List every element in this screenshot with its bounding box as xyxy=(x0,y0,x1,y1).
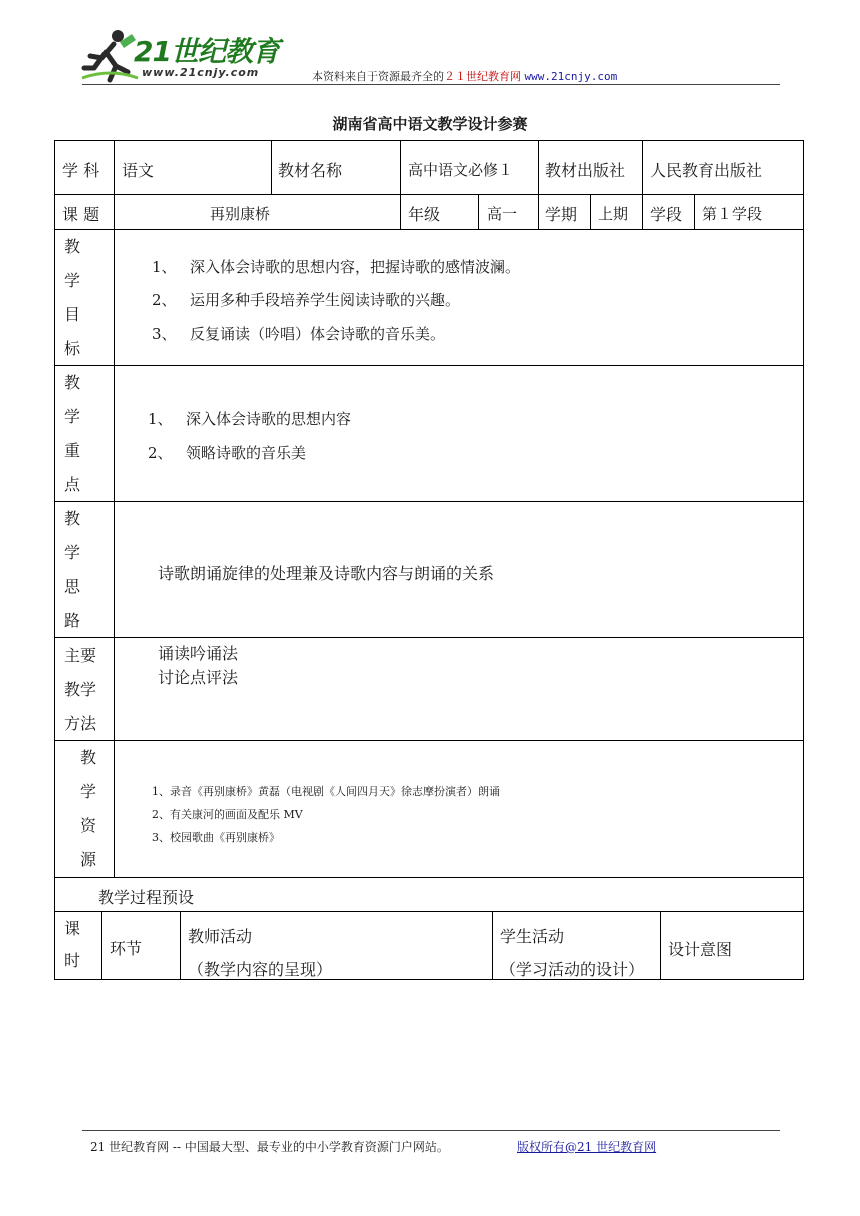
col-time-char: 课 xyxy=(63,919,80,938)
goals-label-char: 标 xyxy=(63,339,80,358)
grade-value: 高一 xyxy=(487,205,518,223)
focus-text: 深入体会诗歌的思想内容 xyxy=(186,410,352,428)
resources-label-char: 资 xyxy=(79,816,96,835)
focus-text: 领略诗歌的音乐美 xyxy=(186,444,307,462)
goal-item xyxy=(152,323,445,344)
col-student xyxy=(500,920,644,986)
stage-value: 第１学段 xyxy=(702,205,763,223)
header-note-url[interactable]: www.21cnjy.com xyxy=(524,70,618,83)
table-rule xyxy=(590,194,591,229)
focus-item xyxy=(148,442,306,463)
approach-label xyxy=(54,502,90,638)
header-note-prefix: 本资料来自于资源最齐全的 xyxy=(312,70,444,83)
table-rule xyxy=(54,979,804,980)
focus-label-char: 点 xyxy=(63,475,80,494)
focus-label-char: 学 xyxy=(63,407,80,426)
term-value: 上期 xyxy=(598,205,629,223)
table-rule xyxy=(492,911,493,979)
table-rule xyxy=(114,140,115,877)
goal-text: 深入体会诗歌的思想内容，把握诗歌的感情波澜。 xyxy=(190,258,521,276)
approach-label-char: 路 xyxy=(63,611,80,630)
table-rule xyxy=(54,911,804,912)
goal-number: 3、 xyxy=(152,325,177,343)
resource-item: 2、有关康河的画面及配乐 MV xyxy=(152,808,303,821)
resource-item: 3、校园歌曲《再别康桥》 xyxy=(152,831,280,844)
approach-label-char: 教 xyxy=(63,509,80,528)
goal-item xyxy=(152,256,520,277)
col-teacher-subtitle: （教学内容的呈现） xyxy=(188,960,333,979)
approach-text: 诗歌朗诵旋律的处理兼及诗歌内容与朗诵的关系 xyxy=(158,564,495,583)
table-rule xyxy=(54,229,804,230)
col-time xyxy=(54,913,90,977)
textbook-label: 教材名称 xyxy=(278,161,343,180)
table-rule xyxy=(180,911,181,979)
table-rule xyxy=(54,877,804,878)
col-teacher xyxy=(188,920,332,986)
resources-label-char: 学 xyxy=(79,782,96,801)
subject-value: 语文 xyxy=(122,161,155,180)
table-rule xyxy=(538,140,539,229)
footer-divider xyxy=(82,1130,780,1131)
goal-text: 反复诵读（吟唱）体会诗歌的音乐美。 xyxy=(190,325,446,343)
focus-number: 2、 xyxy=(148,444,173,462)
resources-label xyxy=(70,741,106,877)
table-rule xyxy=(660,911,661,979)
footer-text: 21 世纪教育网 -- 中国最大型、最专业的中小学教育资源门户网站。 xyxy=(90,1140,449,1154)
document-title: 湖南省高中语文教学设计参赛 xyxy=(332,115,528,133)
process-heading: 教学过程预设 xyxy=(98,888,195,907)
grade-label: 年级 xyxy=(408,205,441,224)
header-note-site[interactable]: ２１世纪教育网 xyxy=(444,70,521,83)
publisher-value: 人民教育出版社 xyxy=(650,161,763,180)
methods-label xyxy=(54,639,106,741)
approach-label-char: 思 xyxy=(63,577,80,596)
textbook-value: 高中语文必修１ xyxy=(408,161,514,179)
site-logo xyxy=(80,28,290,88)
subject-label: 学 科 xyxy=(62,161,100,180)
focus-number: 1、 xyxy=(148,410,173,428)
table-rule xyxy=(803,140,804,980)
logo-url: www.21cnjy.com xyxy=(142,66,260,79)
col-teacher-title: 教师活动 xyxy=(188,927,253,946)
resource-item: 1、录音《再别康桥》黄磊（电视剧《人间四月天》徐志摩扮演者）朗诵 xyxy=(152,785,500,798)
goal-number: 2、 xyxy=(152,291,177,309)
footer-copyright-link[interactable]: 版权所有@21 世纪教育网 xyxy=(517,1140,657,1154)
goals-label-char: 教 xyxy=(63,237,80,256)
method-item: 讨论点评法 xyxy=(158,668,239,687)
col-time-char: 时 xyxy=(63,951,80,970)
table-rule xyxy=(54,740,804,741)
header-divider xyxy=(82,84,780,85)
table-rule xyxy=(400,140,401,229)
table-rule xyxy=(694,194,695,229)
table-rule xyxy=(54,501,804,502)
focus-label-char: 重 xyxy=(63,441,80,460)
goal-item xyxy=(152,289,460,310)
stage-label: 学段 xyxy=(650,205,683,224)
col-stage: 环节 xyxy=(110,939,143,958)
table-rule xyxy=(54,365,804,366)
focus-label xyxy=(54,366,90,502)
table-rule xyxy=(54,194,804,195)
table-rule xyxy=(101,911,102,979)
focus-label-char: 教 xyxy=(63,373,80,392)
methods-list xyxy=(158,642,238,690)
method-item: 诵读吟诵法 xyxy=(158,644,239,663)
col-intent: 设计意图 xyxy=(668,940,733,959)
table-rule xyxy=(54,140,804,141)
logo-text: 21世纪教育 xyxy=(134,35,279,68)
goals-label-char: 学 xyxy=(63,271,80,290)
methods-label-line: 方法 xyxy=(63,714,96,733)
methods-label-line: 主要 xyxy=(63,646,96,665)
table-rule xyxy=(642,140,643,229)
topic-label: 课 题 xyxy=(62,205,100,224)
resources-label-char: 源 xyxy=(79,850,96,869)
runner-icon xyxy=(80,28,140,84)
goal-text: 运用多种手段培养学生阅读诗歌的兴趣。 xyxy=(190,291,461,309)
topic-value: 再别康桥 xyxy=(210,205,271,223)
header-note xyxy=(312,68,617,84)
goal-number: 1、 xyxy=(152,258,177,276)
table-rule xyxy=(478,194,479,229)
approach-label-char: 学 xyxy=(63,543,80,562)
resources-label-char: 教 xyxy=(79,748,96,767)
col-student-title: 学生活动 xyxy=(500,927,565,946)
focus-item xyxy=(148,408,351,429)
goals-label-char: 目 xyxy=(63,305,80,324)
term-label: 学期 xyxy=(545,205,578,224)
methods-label-line: 教学 xyxy=(63,680,96,699)
resources-list xyxy=(152,780,500,849)
col-student-subtitle: （学习活动的设计） xyxy=(500,960,645,979)
goals-label xyxy=(54,230,90,366)
publisher-label: 教材出版社 xyxy=(545,161,626,180)
table-rule xyxy=(54,637,804,638)
table-rule xyxy=(271,140,272,194)
